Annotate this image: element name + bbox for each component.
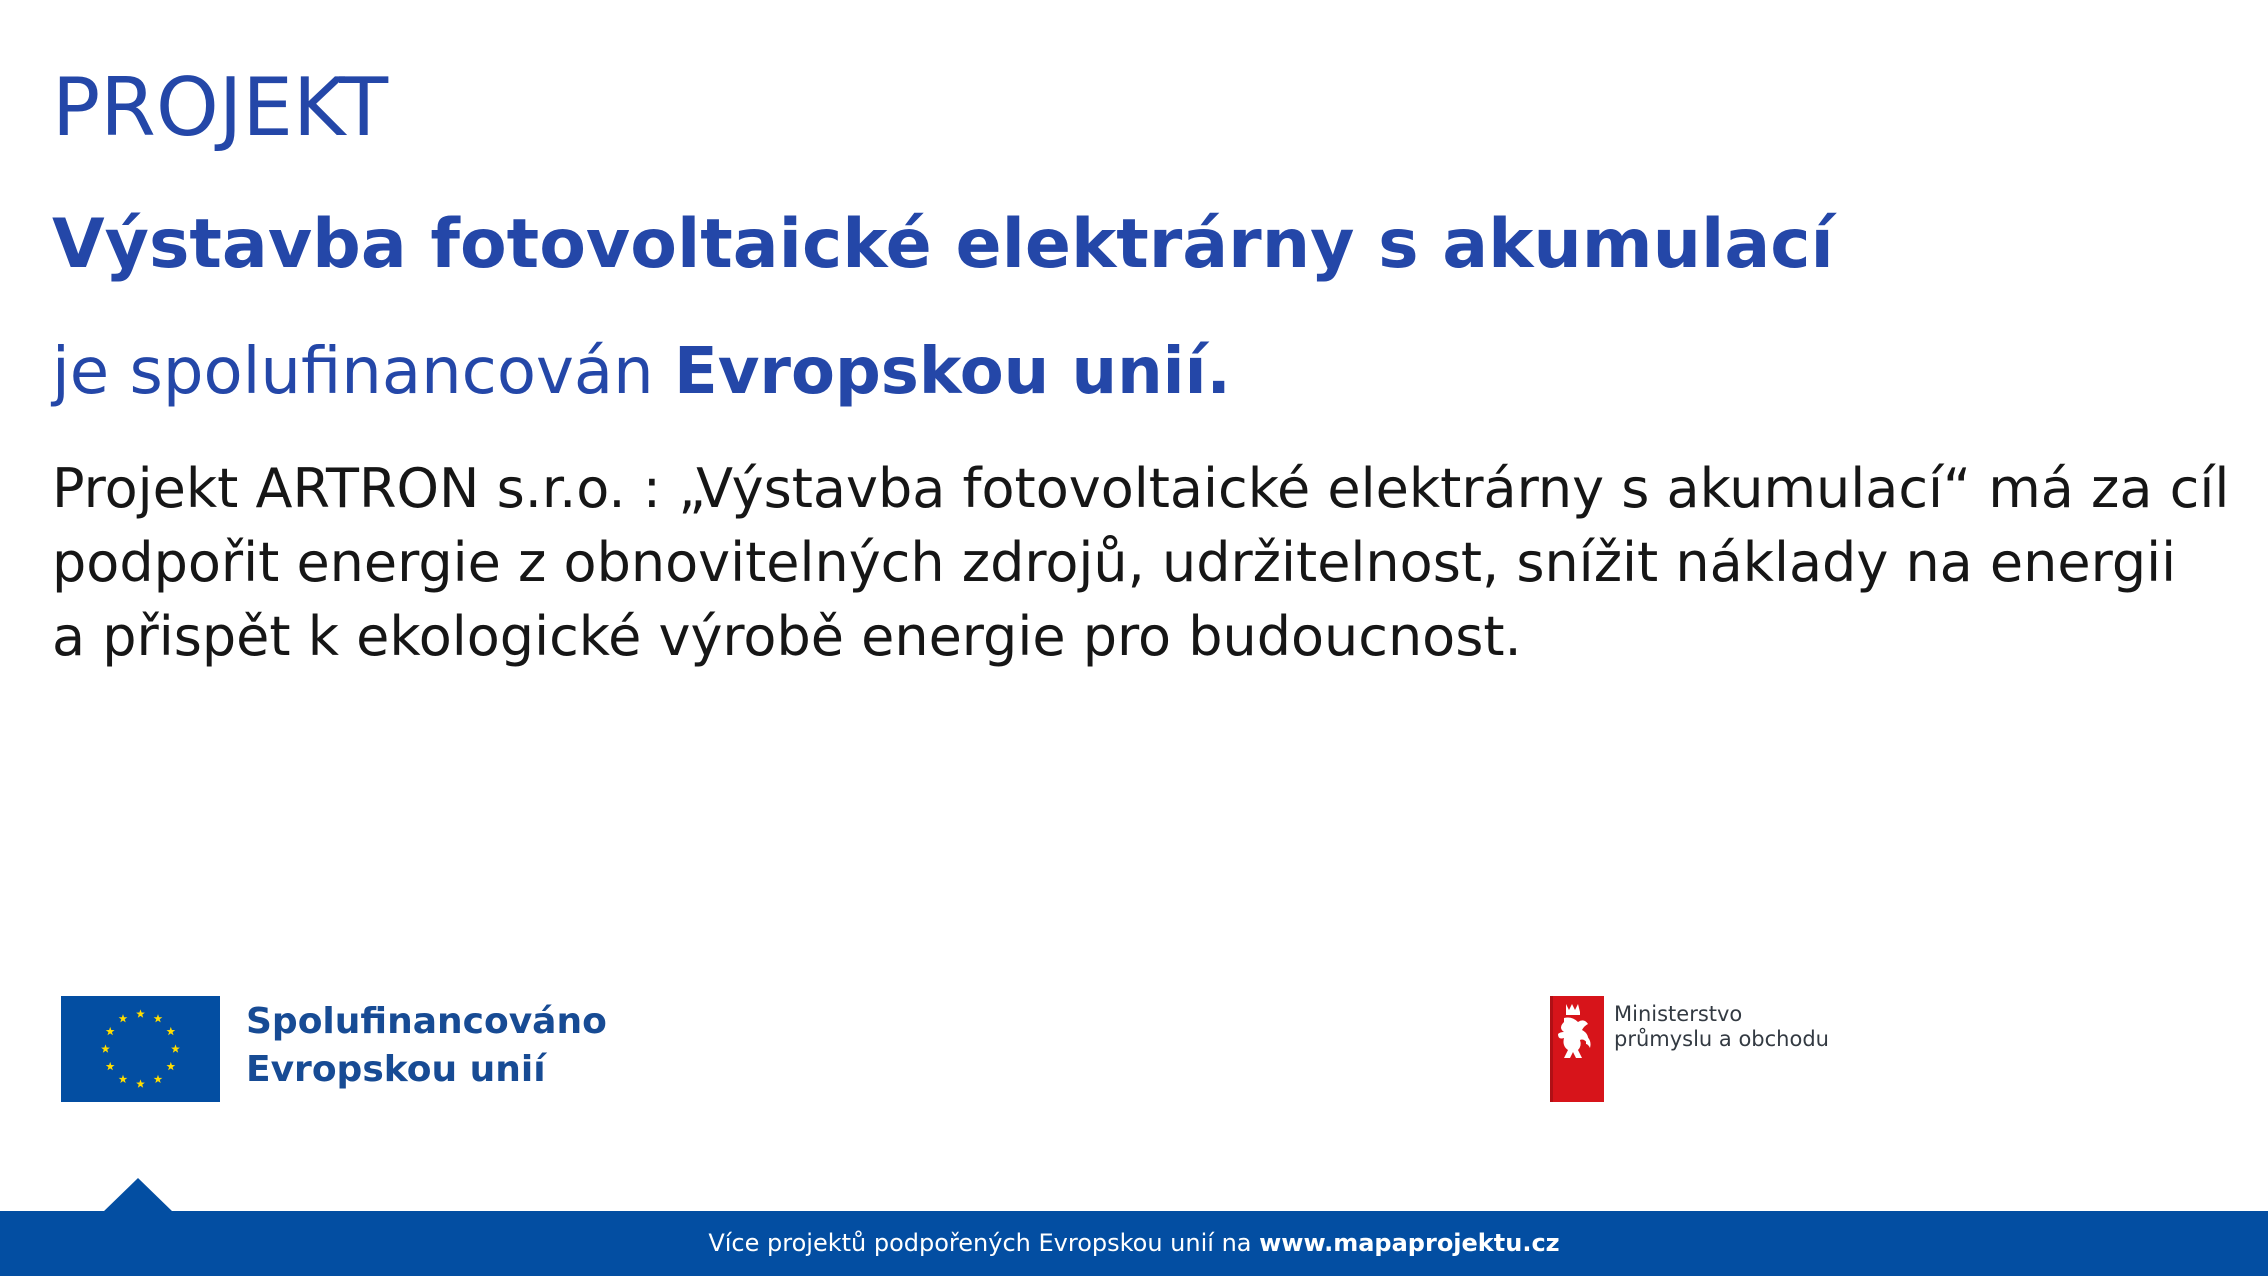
footer-notch — [102, 1178, 174, 1213]
eu-label-line1: Spolufinancováno — [246, 1001, 607, 1042]
footer-link[interactable]: www.mapaprojektu.cz — [1259, 1229, 1560, 1257]
lion-icon — [1550, 996, 1604, 1102]
poster-heading: PROJEKT — [52, 61, 389, 154]
ministry-emblem — [1550, 996, 1604, 1102]
ministry-label-line2: průmyslu a obchodu — [1614, 1027, 1829, 1051]
ministry-label-line1: Ministerstvo — [1614, 1002, 1743, 1026]
description-line: a přispět k ekologické výrobě energie pro budoucnost. — [52, 605, 1522, 668]
eu-flag-icon — [61, 996, 220, 1102]
eu-label-line2: Evropskou unií — [246, 1049, 546, 1090]
cofinance-statement — [52, 334, 1231, 411]
eu-cofinanced-label — [246, 998, 607, 1094]
ministry-label — [1614, 1002, 1829, 1052]
cofinance-eu: Evropskou unií. — [673, 335, 1231, 409]
footer-bar — [0, 1211, 2268, 1276]
project-title: Výstavba fotovoltaické elektrárny s akumulací — [52, 205, 1834, 284]
footer-text: Více projektů podpořených Evropskou unií na — [708, 1229, 1260, 1257]
description-line: podpořit energie z obnovitelných zdrojů, udržitelnost, snížit náklady na energii — [52, 531, 2177, 594]
eu-flag-logo — [61, 996, 220, 1102]
cofinance-prefix: je spolufinancován — [52, 335, 674, 409]
description-line: Projekt ARTRON s.r.o. : „Výstavba fotovoltaické elektrárny s akumulací“ má za cíl — [52, 457, 2230, 520]
project-description — [52, 452, 2230, 674]
